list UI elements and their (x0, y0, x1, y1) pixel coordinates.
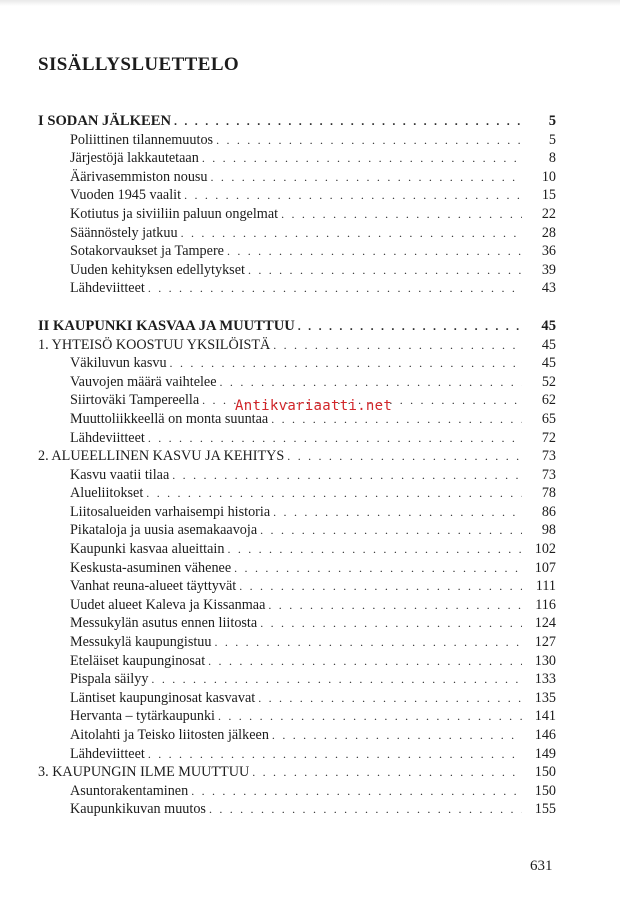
dot-leader (260, 614, 522, 633)
dot-leader (273, 336, 522, 355)
toc-entry-page: 150 (534, 764, 556, 781)
toc-entry-page: 5 (548, 113, 556, 129)
dot-leader (170, 354, 522, 373)
toc-entry (38, 652, 556, 671)
toc-entry-label: Asuntorakentaminen (70, 782, 189, 799)
dot-leader (273, 503, 522, 522)
toc-entry (38, 149, 556, 168)
toc-entry-label: Keskusta-asuminen vähenee (70, 559, 232, 576)
toc-entry-label: Poliittinen tilannemuutos (70, 131, 214, 148)
toc-spacer (38, 298, 556, 317)
dot-leader (181, 224, 522, 243)
dot-leader (252, 763, 522, 782)
toc-entry-page: 130 (534, 652, 556, 669)
toc-entry-label: Alueliitokset (70, 485, 144, 502)
toc-entry (38, 521, 556, 540)
dot-leader (287, 447, 522, 466)
toc-entry-page: 22 (541, 205, 556, 222)
toc-entry-label: I SODAN JÄLKEEN (38, 113, 171, 129)
toc-entry-page: 111 (535, 578, 556, 595)
dot-leader (218, 707, 522, 726)
dot-leader (148, 429, 522, 448)
toc-entry-page: 65 (541, 410, 556, 427)
page-title: SISÄLLYSLUETTELO (38, 54, 240, 75)
toc-entry-label: Vanhat reuna-alueet täyttyvät (70, 578, 237, 595)
toc-entry-label: Muuttoliikkeellä on monta suuntaa (70, 410, 269, 427)
toc-entry-page: 150 (534, 782, 556, 799)
toc-entry-label: Siirtoväki Tampereella (70, 392, 200, 409)
toc-entry (38, 186, 556, 205)
toc-section-entry (38, 447, 556, 466)
toc-entry (38, 614, 556, 633)
toc-entry (38, 782, 556, 801)
toc-entry-page: 73 (541, 448, 556, 465)
toc-entry-label: Hervanta – tytärkaupunki (70, 708, 215, 725)
toc-entry-label: Äärivasemmiston nousu (70, 168, 208, 185)
toc-entry (38, 242, 556, 261)
toc-entry (38, 707, 556, 726)
dot-leader (148, 745, 522, 764)
toc-entry-label: Uudet alueet Kaleva ja Kissanmaa (70, 596, 266, 613)
toc-entry (38, 540, 556, 559)
toc-entry (38, 596, 556, 615)
toc-entry-label: Pispala säilyy (70, 671, 149, 688)
toc-entry (38, 131, 556, 150)
dot-leader (148, 279, 522, 298)
toc-entry-page: 43 (541, 280, 556, 297)
toc-entry (38, 373, 556, 392)
toc-entry (38, 205, 556, 224)
page-number: 631 (530, 858, 553, 874)
toc-entry (38, 633, 556, 652)
dot-leader (209, 800, 522, 819)
toc-entry-page: 62 (541, 392, 556, 409)
toc-entry-page: 36 (541, 243, 556, 260)
watermark-text: Antikvariaatti.net (235, 398, 393, 414)
toc-entry-page: 102 (534, 541, 556, 558)
toc-part-entry (38, 317, 556, 336)
toc-entry (38, 745, 556, 764)
dot-leader (268, 596, 522, 615)
toc-entry-page: 10 (541, 168, 556, 185)
dot-leader (216, 131, 522, 150)
toc-entry (38, 466, 556, 485)
toc-entry-page: 86 (541, 503, 556, 520)
toc-entry-label: Kaupunki kasvaa alueittain (70, 541, 225, 558)
toc-entry-page: 39 (541, 261, 556, 278)
toc-entry-page: 5 (548, 131, 556, 148)
toc-entry-page: 146 (534, 727, 556, 743)
toc-entry-label: Vauvojen määrä vaihtelee (70, 373, 217, 390)
toc-entry-label: II KAUPUNKI KASVAA JA MUUTTUU (38, 317, 295, 334)
dot-leader (298, 317, 522, 336)
dot-leader (191, 782, 522, 801)
toc-section-entry (38, 336, 556, 355)
toc-entry-page: 98 (541, 522, 556, 539)
toc-entry-label: Messukylän asutus ennen liitosta (70, 615, 258, 632)
toc-entry-page: 15 (541, 187, 556, 204)
toc-entry-label: Väkiluvun kasvu (70, 355, 167, 372)
page-edge-shadow (0, 0, 620, 6)
dot-leader (208, 652, 522, 671)
dot-leader (227, 242, 522, 261)
toc-entry (38, 168, 556, 187)
toc-entry (38, 726, 556, 745)
toc-entry-page: 8 (548, 150, 556, 167)
toc-entry-label: Messukylä kaupungistuu (70, 634, 212, 651)
dot-leader (172, 466, 522, 485)
toc-entry-label: Liitosalueiden varhaisempi historia (70, 503, 271, 520)
toc-entry-label: Läntiset kaupunginosat kasvavat (70, 689, 256, 706)
toc-entry (38, 354, 556, 373)
toc-entry-page: 45 (541, 355, 556, 372)
dot-leader (272, 726, 522, 745)
toc-entry-page: 124 (534, 615, 556, 632)
toc-entry-label: Säännöstely jatkuu (70, 224, 178, 241)
toc-entry (38, 261, 556, 280)
toc-entry-label: Lähdeviitteet (70, 280, 145, 297)
toc-entry-label: Eteläiset kaupunginosat (70, 652, 206, 669)
toc-entry-page: 116 (535, 596, 556, 613)
toc-entry-page: 78 (541, 485, 556, 502)
toc-entry (38, 670, 556, 689)
dot-leader (184, 186, 522, 205)
table-of-contents (38, 112, 556, 819)
dot-leader (214, 633, 522, 652)
toc-entry-page: 45 (541, 336, 556, 353)
toc-entry-page: 133 (534, 671, 556, 688)
toc-entry (38, 689, 556, 708)
toc-entry-page: 73 (541, 466, 556, 483)
toc-entry-page: 155 (534, 801, 556, 818)
toc-entry-page: 45 (541, 317, 556, 334)
dot-leader (211, 168, 522, 187)
toc-entry-page: 141 (534, 708, 556, 725)
dot-leader (227, 540, 522, 559)
toc-entry-page: 28 (541, 224, 556, 241)
toc-entry-label: Kasvu vaatii tilaa (70, 466, 170, 483)
dot-leader (151, 670, 522, 689)
toc-entry-label: 1. YHTEISÖ KOOSTUU YKSILÖISTÄ (38, 336, 271, 353)
toc-entry-label: Aitolahti ja Teisko liitosten jälkeen (70, 727, 269, 743)
toc-entry-label: Lähdeviitteet (70, 745, 145, 762)
toc-entry (38, 577, 556, 596)
toc-entry-label: 2. ALUEELLINEN KASVU JA KEHITYS (38, 448, 285, 465)
toc-entry-label: Lähdeviitteet (70, 429, 145, 446)
toc-entry-page: 127 (534, 634, 556, 651)
dot-leader (234, 559, 522, 578)
toc-entry-label: Uuden kehityksen edellytykset (70, 261, 245, 278)
toc-entry-label: Järjestöjä lakkautetaan (70, 150, 199, 167)
toc-entry (38, 559, 556, 578)
toc-entry-page: 135 (534, 689, 556, 706)
toc-entry-label: Sotakorvaukset ja Tampere (70, 243, 224, 260)
dot-leader (146, 484, 522, 503)
toc-entry-label: 3. KAUPUNGIN ILME MUUTTUU (38, 764, 250, 781)
toc-entry (38, 429, 556, 448)
toc-entry-page: 52 (541, 373, 556, 390)
dot-leader (260, 521, 522, 540)
toc-entry-label: Kaupunkikuvan muutos (70, 801, 206, 818)
toc-entry (38, 224, 556, 243)
dot-leader (239, 577, 522, 596)
toc-entry (38, 484, 556, 503)
toc-entry-label: Kotiutus ja siviiliin paluun ongelmat (70, 205, 279, 222)
dot-leader (202, 149, 522, 168)
toc-entry (38, 503, 556, 522)
toc-entry-page: 72 (541, 429, 556, 446)
dot-leader (248, 261, 522, 280)
dot-leader (258, 689, 522, 708)
toc-entry-page: 149 (534, 745, 556, 762)
toc-entry (38, 800, 556, 819)
toc-entry-label: Pikataloja ja uusia asemakaavoja (70, 522, 258, 539)
toc-section-entry (38, 763, 556, 782)
toc-part-entry (38, 112, 556, 131)
dot-leader (220, 373, 522, 392)
dot-leader (281, 205, 522, 224)
toc-entry-page: 107 (534, 559, 556, 576)
toc-entry-label: Vuoden 1945 vaalit (70, 187, 182, 204)
dot-leader (174, 112, 522, 131)
toc-entry (38, 279, 556, 298)
